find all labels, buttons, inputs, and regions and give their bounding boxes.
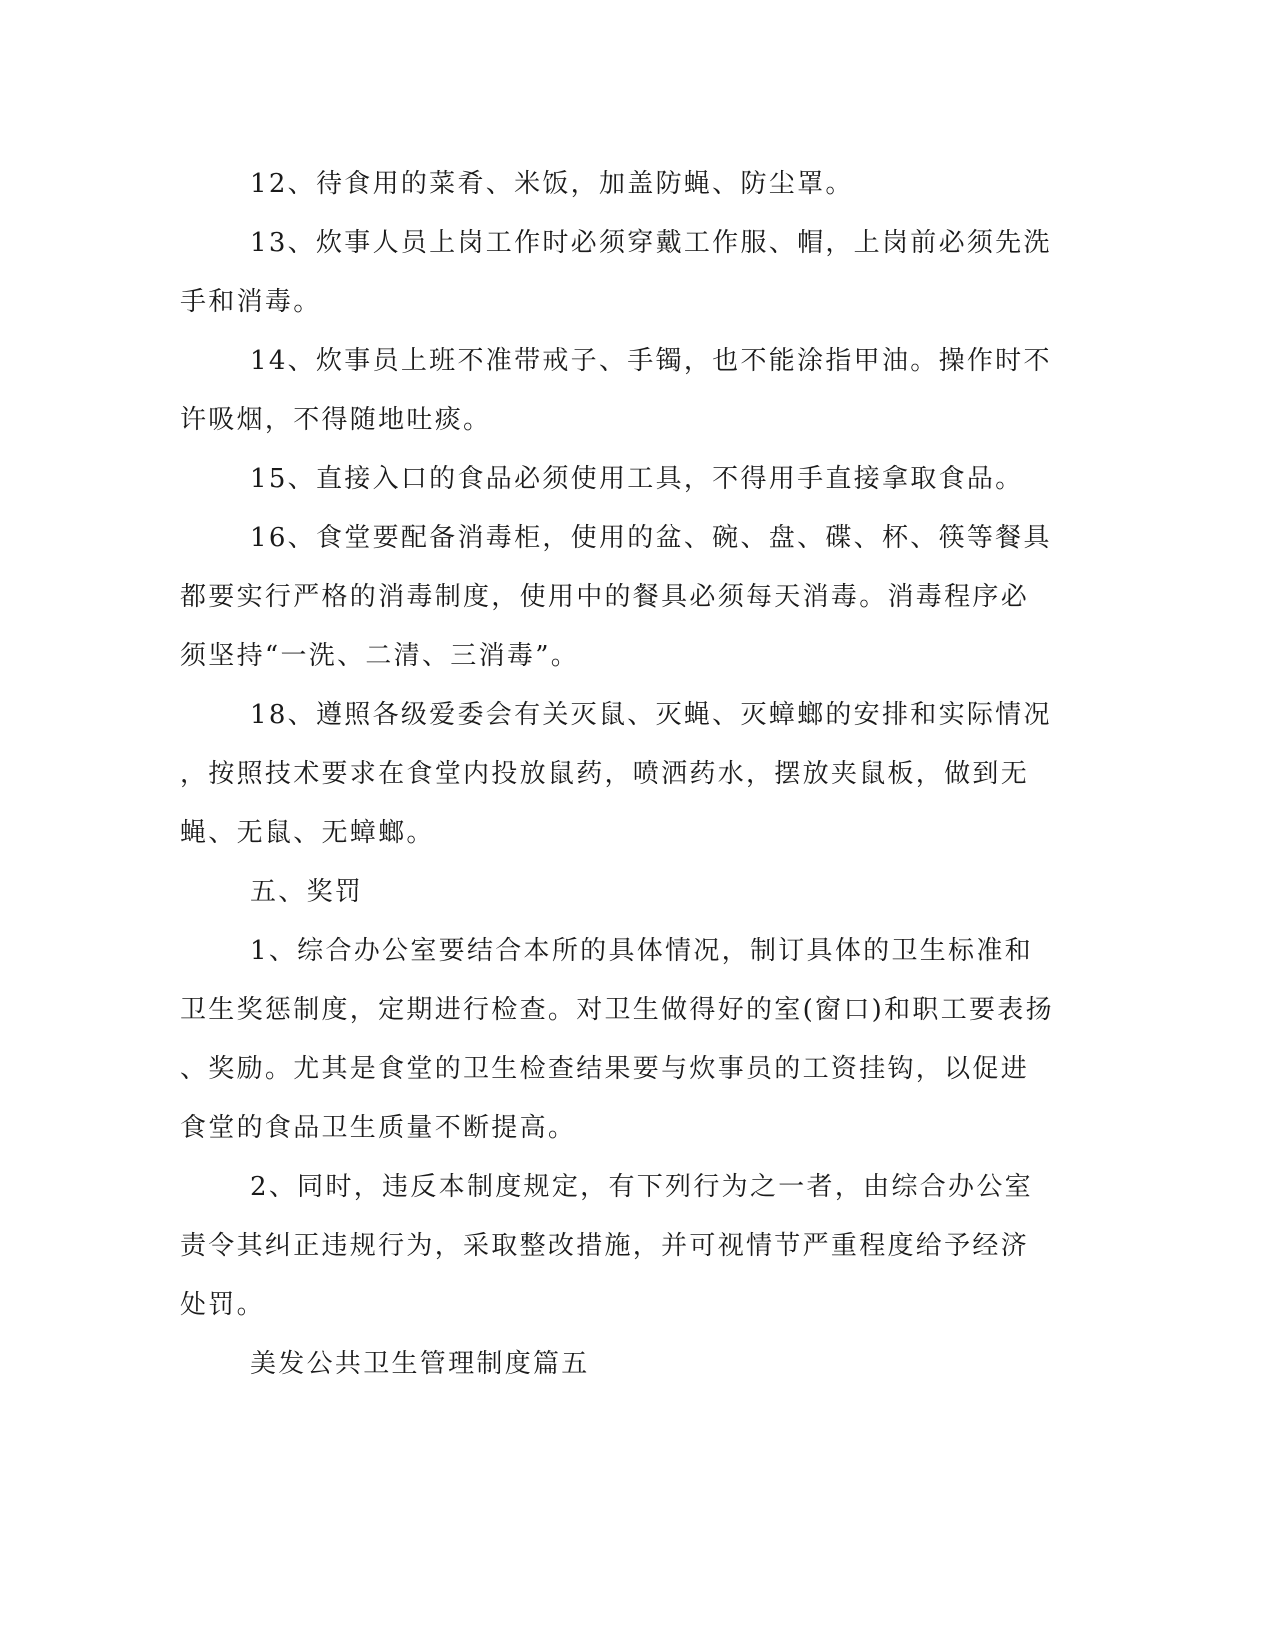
document-line: 须坚持“一洗、二清、三消毒”。 — [180, 641, 580, 671]
document-line: 、奖励。尤其是食堂的卫生检查结果要与炊事员的工资挂钩，以促进 — [180, 1054, 1030, 1084]
document-line: 都要实行严格的消毒制度，使用中的餐具必须每天消毒。消毒程序必 — [180, 582, 1030, 612]
document-line: 蝇、无鼠、无蟑螂。 — [180, 818, 435, 848]
document-line: 14、炊事员上班不准带戒子、手镯，也不能涂指甲油。操作时不 — [250, 346, 1052, 376]
document-line: 五、奖罚 — [250, 877, 364, 907]
document-line: 18、遵照各级爱委会有关灭鼠、灭蝇、灭蟑螂的安排和实际情况 — [250, 700, 1052, 730]
document-line: 处罚。 — [180, 1290, 265, 1320]
document-line: 13、炊事人员上岗工作时必须穿戴工作服、帽，上岗前必须先洗 — [250, 228, 1052, 258]
document-line: 12、待食用的菜肴、米饭，加盖防蝇、防尘罩。 — [250, 169, 854, 199]
document-line: 许吸烟，不得随地吐痰。 — [180, 405, 492, 435]
document-line: 美发公共卫生管理制度篇五 — [250, 1349, 590, 1379]
document-line: 卫生奖惩制度，定期进行检查。对卫生做得好的室(窗口)和职工要表扬 — [180, 995, 1054, 1025]
document-line: 责令其纠正违规行为，采取整改措施，并可视情节严重程度给予经济 — [180, 1231, 1030, 1261]
document-line: 15、直接入口的食品必须使用工具，不得用手直接拿取食品。 — [250, 464, 1024, 494]
document-line: 1、综合办公室要结合本所的具体情况，制订具体的卫生标准和 — [250, 936, 1033, 966]
document-line: 手和消毒。 — [180, 287, 322, 317]
document-line: 2、同时，违反本制度规定，有下列行为之一者，由综合办公室 — [250, 1172, 1033, 1202]
document-body — [180, 155, 1054, 1394]
document-line: 16、食堂要配备消毒柜，使用的盆、碗、盘、碟、杯、筷等餐具 — [250, 523, 1052, 553]
document-line: ，按照技术要求在食堂内投放鼠药，喷洒药水，摆放夹鼠板，做到无 — [180, 759, 1030, 789]
document-line: 食堂的食品卫生质量不断提高。 — [180, 1113, 577, 1143]
